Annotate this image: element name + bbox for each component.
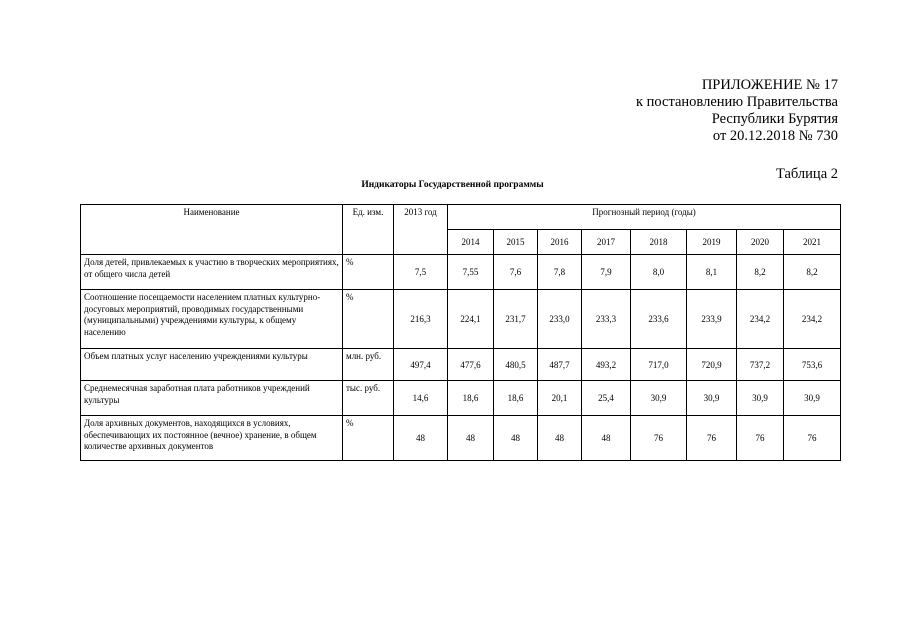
indicator-unit: млн. руб. xyxy=(343,349,394,381)
appendix-line: Республики Бурятия xyxy=(711,111,838,127)
header-year: 2019 xyxy=(687,230,737,255)
indicators-table xyxy=(80,204,841,461)
appendix-line: от 20.12.2018 № 730 xyxy=(712,128,838,144)
forecast-value: 717,0 xyxy=(631,349,687,381)
forecast-value: 30,9 xyxy=(631,381,687,416)
appendix-line: ПРИЛОЖЕНИЕ № 17 xyxy=(701,77,838,93)
table-row xyxy=(81,255,841,290)
header-year: 2018 xyxy=(631,230,687,255)
forecast-value: 48 xyxy=(538,416,582,461)
header-unit: Ед. изм. xyxy=(343,205,394,255)
forecast-value: 30,9 xyxy=(737,381,784,416)
forecast-value: 48 xyxy=(494,416,538,461)
forecast-value: 7,9 xyxy=(582,255,631,290)
forecast-value: 231,7 xyxy=(494,290,538,349)
forecast-value: 8,2 xyxy=(784,255,841,290)
indicator-unit: % xyxy=(343,290,394,349)
table-row xyxy=(81,290,841,349)
forecast-value: 477,6 xyxy=(448,349,494,381)
header-year: 2020 xyxy=(737,230,784,255)
header-year: 2015 xyxy=(494,230,538,255)
forecast-value: 7,8 xyxy=(538,255,582,290)
forecast-value: 8,0 xyxy=(631,255,687,290)
forecast-value: 30,9 xyxy=(784,381,841,416)
header-forecast-period: Прогнозный период (годы) xyxy=(448,205,841,230)
forecast-value: 224,1 xyxy=(448,290,494,349)
header-year: 2014 xyxy=(448,230,494,255)
indicator-name: Соотношение посещаемости населением платных культурно-досуговых мероприятий, проводимых государственными (муниципальными) учреждениями культуры, к общему населению xyxy=(81,290,343,349)
forecast-value: 18,6 xyxy=(448,381,494,416)
header-year: 2021 xyxy=(784,230,841,255)
indicator-unit: тыс. руб. xyxy=(343,381,394,416)
forecast-value: 7,55 xyxy=(448,255,494,290)
forecast-value: 7,6 xyxy=(494,255,538,290)
table-number: Таблица 2 xyxy=(775,166,838,182)
forecast-value: 20,1 xyxy=(538,381,582,416)
forecast-value: 30,9 xyxy=(687,381,737,416)
forecast-value: 48 xyxy=(582,416,631,461)
indicator-unit: % xyxy=(343,416,394,461)
header-year: 2017 xyxy=(582,230,631,255)
header-name: Наименование xyxy=(81,205,343,255)
forecast-value: 233,9 xyxy=(687,290,737,349)
base-value: 14,6 xyxy=(394,381,448,416)
table-row xyxy=(81,349,841,381)
forecast-value: 18,6 xyxy=(494,381,538,416)
forecast-value: 76 xyxy=(687,416,737,461)
table-row xyxy=(81,416,841,461)
forecast-value: 25,4 xyxy=(582,381,631,416)
base-value: 497,4 xyxy=(394,349,448,381)
header-base-year: 2013 год xyxy=(394,205,448,255)
header-year: 2016 xyxy=(538,230,582,255)
forecast-value: 493,2 xyxy=(582,349,631,381)
forecast-value: 76 xyxy=(737,416,784,461)
forecast-value: 234,2 xyxy=(784,290,841,349)
forecast-value: 480,5 xyxy=(494,349,538,381)
forecast-value: 234,2 xyxy=(737,290,784,349)
appendix-line: к постановлению Правительства xyxy=(636,94,838,110)
appendix-block xyxy=(636,77,838,145)
base-value: 48 xyxy=(394,416,448,461)
forecast-value: 233,0 xyxy=(538,290,582,349)
forecast-value: 233,6 xyxy=(631,290,687,349)
indicator-unit: % xyxy=(343,255,394,290)
base-value: 7,5 xyxy=(394,255,448,290)
indicator-name: Доля архивных документов, находящихся в условиях, обеспечивающих их постоянное (вечное) хранение, в общем количестве архивных документов xyxy=(81,416,343,461)
indicator-name: Объем платных услуг населению учреждениями культуры xyxy=(81,349,343,381)
forecast-value: 233,3 xyxy=(582,290,631,349)
forecast-value: 720,9 xyxy=(687,349,737,381)
indicator-name: Доля детей, привлекаемых к участию в творческих мероприятиях, от общего числа детей xyxy=(81,255,343,290)
base-value: 216,3 xyxy=(394,290,448,349)
forecast-value: 753,6 xyxy=(784,349,841,381)
forecast-value: 8,2 xyxy=(737,255,784,290)
table-row xyxy=(81,381,841,416)
indicator-name: Среднемесячная заработная плата работников учреждений культуры xyxy=(81,381,343,416)
forecast-value: 8,1 xyxy=(687,255,737,290)
document-title: Индикаторы Государственной программы xyxy=(361,180,544,190)
forecast-value: 76 xyxy=(631,416,687,461)
forecast-value: 48 xyxy=(448,416,494,461)
forecast-value: 487,7 xyxy=(538,349,582,381)
forecast-value: 76 xyxy=(784,416,841,461)
forecast-value: 737,2 xyxy=(737,349,784,381)
